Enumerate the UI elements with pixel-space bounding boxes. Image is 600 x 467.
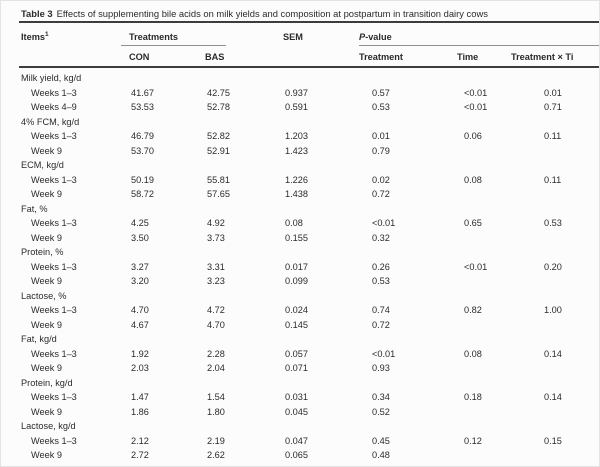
cell-p-treatment: 0.52 [372, 406, 390, 417]
cell-p-treatment: 0.74 [372, 305, 390, 315]
col-header-p-treatment: Treatment [359, 52, 403, 62]
cell-p-treatment [359, 202, 457, 217]
cell-p-time [457, 405, 541, 420]
col-header-con: CON [129, 52, 150, 62]
cell-sem: 0.155 [285, 232, 308, 243]
cell-p-treatment: 0.79 [372, 145, 390, 156]
cell-p-interaction: 0.53 [544, 218, 562, 228]
cell-p-time: 0.06 [464, 131, 482, 141]
cell-p-time [457, 289, 541, 304]
cell-bas [205, 115, 283, 130]
data-table [19, 21, 600, 463]
table-row [19, 289, 600, 304]
table-header-sub-row [19, 46, 600, 68]
cell-p-treatment: 0.93 [372, 363, 390, 373]
cell-p-treatment: 0.01 [372, 131, 390, 141]
cell-sem: 1.203 [285, 131, 308, 141]
table-row [19, 231, 600, 246]
cell-con [129, 289, 205, 304]
cell-p-time: <0.01 [464, 87, 488, 98]
cell-p-interaction [541, 245, 600, 260]
cell-con: 50.19 [131, 174, 154, 185]
cell-bas: 3.31 [207, 261, 225, 272]
cell-p-interaction: 0.11 [544, 174, 562, 185]
cell-sem [283, 245, 359, 260]
table-row [19, 245, 600, 260]
cell-con: 53.53 [131, 102, 154, 112]
cell-p-treatment: <0.01 [372, 348, 396, 359]
cell-p-interaction [541, 332, 600, 347]
row-label: Fat, kg/d [21, 334, 57, 344]
row-label: Lactose, kg/d [21, 421, 76, 431]
col-header-pvalue-group [359, 23, 600, 46]
col-header-p-interaction: Treatment × Ti [511, 52, 574, 62]
table-body [19, 68, 600, 463]
cell-p-time [457, 361, 541, 376]
cell-p-treatment: 0.45 [372, 435, 390, 446]
cell-p-interaction [541, 158, 600, 173]
cell-p-interaction [541, 376, 600, 391]
cell-sem: 0.057 [285, 348, 308, 359]
col-header-items-footnote-mark: 1 [45, 30, 49, 38]
row-label: Week 9 [31, 232, 62, 243]
cell-bas: 3.23 [207, 276, 225, 286]
cell-sem [283, 115, 359, 130]
col-header-sem: SEM [283, 32, 303, 42]
table-row [19, 158, 600, 173]
cell-p-time [457, 274, 541, 289]
row-label: Lactose, % [21, 290, 67, 301]
cell-con: 2.12 [131, 435, 149, 446]
row-label: Milk yield, kg/d [21, 73, 82, 83]
table-row [19, 216, 600, 231]
cell-p-interaction: 0.01 [544, 87, 562, 98]
cell-p-interaction [541, 419, 600, 434]
cell-p-interaction [541, 115, 600, 130]
cell-p-time [457, 245, 541, 260]
cell-con [129, 158, 205, 173]
row-label: Week 9 [31, 189, 62, 199]
table-row [19, 260, 600, 275]
cell-p-interaction [541, 274, 600, 289]
row-label: Week 9 [31, 145, 62, 156]
row-label: Weeks 1–3 [31, 87, 77, 98]
table-row [19, 274, 600, 289]
cell-p-treatment: 0.72 [372, 189, 390, 199]
table-row [19, 173, 600, 188]
cell-p-time [457, 419, 541, 434]
table-row [19, 448, 600, 463]
cell-p-treatment: 0.48 [372, 450, 390, 460]
cell-con: 1.47 [131, 392, 149, 402]
cell-con: 3.27 [131, 261, 149, 272]
cell-bas: 3.73 [207, 232, 225, 243]
col-header-pvalue-italic-p: P [359, 32, 366, 42]
table-row [19, 390, 600, 405]
cell-bas: 1.80 [207, 406, 225, 417]
cell-con: 3.20 [131, 276, 149, 286]
table-row [19, 202, 600, 217]
cell-sem: 0.031 [285, 392, 308, 402]
cell-bas: 2.19 [207, 435, 225, 446]
cell-p-interaction: 0.14 [544, 392, 562, 402]
table-row [19, 434, 600, 449]
table-row [19, 361, 600, 376]
cell-p-time [457, 144, 541, 159]
cell-con [129, 71, 205, 86]
cell-bas: 4.92 [207, 218, 225, 228]
cell-p-interaction [541, 71, 600, 86]
cell-p-interaction: 0.71 [544, 102, 562, 112]
cell-sem: 1.226 [285, 174, 308, 185]
col-header-spacer [283, 46, 359, 66]
row-label: Weeks 1–3 [31, 174, 77, 185]
cell-p-interaction [541, 405, 600, 420]
cell-p-treatment: 0.57 [372, 87, 390, 98]
cell-p-treatment [359, 158, 457, 173]
cell-p-interaction: 0.14 [544, 348, 562, 359]
row-label: Week 9 [31, 319, 62, 330]
cell-p-treatment: <0.01 [372, 218, 396, 228]
cell-bas: 2.28 [207, 348, 225, 359]
cell-bas: 52.78 [207, 102, 230, 112]
table-caption-text: Effects of supplementing bile acids on milk yields and composition at postpartum in transition dairy cows [56, 8, 488, 19]
cell-p-treatment [359, 71, 457, 86]
row-label: Fat, % [21, 203, 48, 214]
cell-con: 1.86 [131, 406, 149, 417]
cell-p-time [457, 376, 541, 391]
cell-con [129, 332, 205, 347]
cell-bas [205, 419, 283, 434]
cell-con: 2.72 [131, 450, 149, 460]
table-header-group-row [19, 23, 600, 46]
cell-con: 4.25 [131, 218, 149, 228]
cell-p-treatment: 0.32 [372, 232, 390, 243]
cell-con: 41.67 [131, 87, 154, 98]
table-row [19, 318, 600, 333]
row-label: Week 9 [31, 363, 62, 373]
cell-p-time: 0.08 [464, 348, 482, 359]
row-label: 4% FCM, kg/d [21, 116, 80, 127]
cell-sem: 0.591 [285, 102, 308, 112]
cell-con: 46.79 [131, 131, 154, 141]
cell-bas [205, 245, 283, 260]
row-label: Weeks 1–3 [31, 348, 77, 359]
row-label: Weeks 1–3 [31, 218, 77, 228]
cell-bas: 57.65 [207, 189, 230, 199]
col-header-treatments-group [121, 23, 226, 46]
cell-p-interaction [541, 289, 600, 304]
table-row [19, 303, 600, 318]
table-row [19, 419, 600, 434]
cell-p-interaction [541, 318, 600, 333]
cell-p-treatment [359, 289, 457, 304]
cell-p-time: 0.82 [464, 305, 482, 315]
cell-p-treatment [359, 419, 457, 434]
cell-p-treatment: 0.53 [372, 276, 390, 286]
table-row [19, 144, 600, 159]
cell-sem: 0.017 [285, 261, 308, 272]
cell-bas [205, 289, 283, 304]
cell-sem: 0.065 [285, 450, 308, 460]
cell-con [129, 115, 205, 130]
cell-sem [283, 71, 359, 86]
cell-bas: 52.82 [207, 131, 230, 141]
cell-sem [283, 158, 359, 173]
col-header-bas: BAS [205, 52, 225, 62]
cell-p-time: 0.18 [464, 392, 482, 402]
cell-bas: 4.72 [207, 305, 225, 315]
cell-sem: 1.438 [285, 189, 308, 199]
cell-sem: 0.08 [285, 218, 303, 228]
cell-p-time [457, 187, 541, 202]
table-row [19, 347, 600, 362]
cell-p-treatment: 0.26 [372, 261, 390, 272]
cell-bas [205, 376, 283, 391]
cell-con: 58.72 [131, 189, 154, 199]
cell-con [129, 202, 205, 217]
cell-p-time [457, 448, 541, 463]
cell-p-time: 0.12 [464, 435, 482, 446]
row-label: Weeks 1–3 [31, 131, 77, 141]
cell-p-interaction: 0.11 [544, 131, 562, 141]
cell-con: 2.03 [131, 363, 149, 373]
cell-p-interaction [541, 231, 600, 246]
cell-sem: 0.937 [285, 87, 308, 98]
cell-p-time [457, 231, 541, 246]
cell-con: 4.70 [131, 305, 149, 315]
cell-sem: 0.024 [285, 305, 308, 315]
col-header-treatments-label: Treatments [129, 32, 179, 42]
cell-sem: 0.099 [285, 276, 308, 286]
cell-sem [283, 376, 359, 391]
cell-p-time [457, 318, 541, 333]
table-row [19, 100, 600, 115]
cell-bas: 52.91 [207, 145, 230, 156]
cell-con: 1.92 [131, 348, 149, 359]
cell-sem [283, 419, 359, 434]
cell-bas: 2.62 [207, 450, 225, 460]
col-header-p-time: Time [457, 52, 479, 62]
row-label: Protein, % [21, 247, 64, 257]
col-header-items-label: Items [21, 32, 46, 42]
cell-p-treatment: 0.72 [372, 319, 390, 330]
cell-con [129, 419, 205, 434]
cell-bas [205, 71, 283, 86]
cell-bas [205, 158, 283, 173]
cell-con: 3.50 [131, 232, 149, 243]
table-row [19, 129, 600, 144]
table-row [19, 405, 600, 420]
col-header-items [19, 23, 129, 46]
cell-sem: 0.047 [285, 435, 308, 446]
cell-bas: 42.75 [207, 87, 230, 98]
table-row [19, 86, 600, 101]
row-label: Weeks 4–9 [31, 102, 77, 112]
cell-p-treatment [359, 245, 457, 260]
cell-p-treatment [359, 332, 457, 347]
cell-p-time: <0.01 [464, 261, 488, 272]
cell-p-time [457, 71, 541, 86]
cell-con: 53.70 [131, 145, 154, 156]
row-label: Weeks 1–3 [31, 392, 77, 402]
row-label: Week 9 [31, 276, 62, 286]
cell-p-treatment: 0.53 [372, 102, 390, 112]
cell-p-interaction [541, 144, 600, 159]
cell-p-treatment [359, 115, 457, 130]
cell-bas: 4.70 [207, 319, 225, 330]
cell-sem [283, 289, 359, 304]
cell-p-time [457, 158, 541, 173]
row-label: Week 9 [31, 450, 62, 460]
cell-p-interaction: 1.00 [544, 305, 562, 315]
col-header-pvalue-suffix: -value [365, 32, 392, 42]
cell-p-time: <0.01 [464, 102, 488, 112]
row-label: Week 9 [31, 406, 62, 417]
row-label: ECM, kg/d [21, 160, 64, 170]
cell-con [129, 376, 205, 391]
cell-sem: 0.071 [285, 363, 308, 373]
cell-sem [283, 332, 359, 347]
cell-p-interaction [541, 187, 600, 202]
cell-bas [205, 202, 283, 217]
table-row [19, 187, 600, 202]
cell-p-treatment [359, 376, 457, 391]
cell-con: 4.67 [131, 319, 149, 330]
table-row [19, 71, 600, 86]
cell-p-treatment: 0.34 [372, 392, 390, 402]
cell-sem [283, 202, 359, 217]
cell-sem: 1.423 [285, 145, 308, 156]
cell-p-interaction: 0.20 [544, 261, 562, 272]
row-label: Weeks 1–3 [31, 435, 77, 446]
cell-bas: 1.54 [207, 392, 225, 402]
row-label: Weeks 1–3 [31, 261, 77, 272]
table-caption-label: Table 3 [21, 8, 53, 19]
cell-con [129, 245, 205, 260]
cell-p-interaction: 0.15 [544, 435, 562, 446]
cell-bas: 55.81 [207, 174, 230, 185]
cell-p-interaction [541, 202, 600, 217]
row-label: Protein, kg/d [21, 377, 73, 388]
cell-p-time [457, 202, 541, 217]
table-row [19, 332, 600, 347]
cell-p-time [457, 332, 541, 347]
cell-p-time: 0.65 [464, 218, 482, 228]
cell-p-time: 0.08 [464, 174, 482, 185]
row-label: Weeks 1–3 [31, 305, 77, 315]
cell-sem: 0.145 [285, 319, 308, 330]
cell-p-treatment: 0.02 [372, 174, 390, 185]
cell-p-interaction [541, 361, 600, 376]
cell-bas: 2.04 [207, 363, 225, 373]
table-row [19, 115, 600, 130]
cell-sem: 0.045 [285, 406, 308, 417]
table-caption [21, 7, 593, 20]
cell-p-interaction [541, 448, 600, 463]
cell-p-time [457, 115, 541, 130]
col-header-spacer [19, 46, 129, 66]
table-row [19, 376, 600, 391]
cell-bas [205, 332, 283, 347]
